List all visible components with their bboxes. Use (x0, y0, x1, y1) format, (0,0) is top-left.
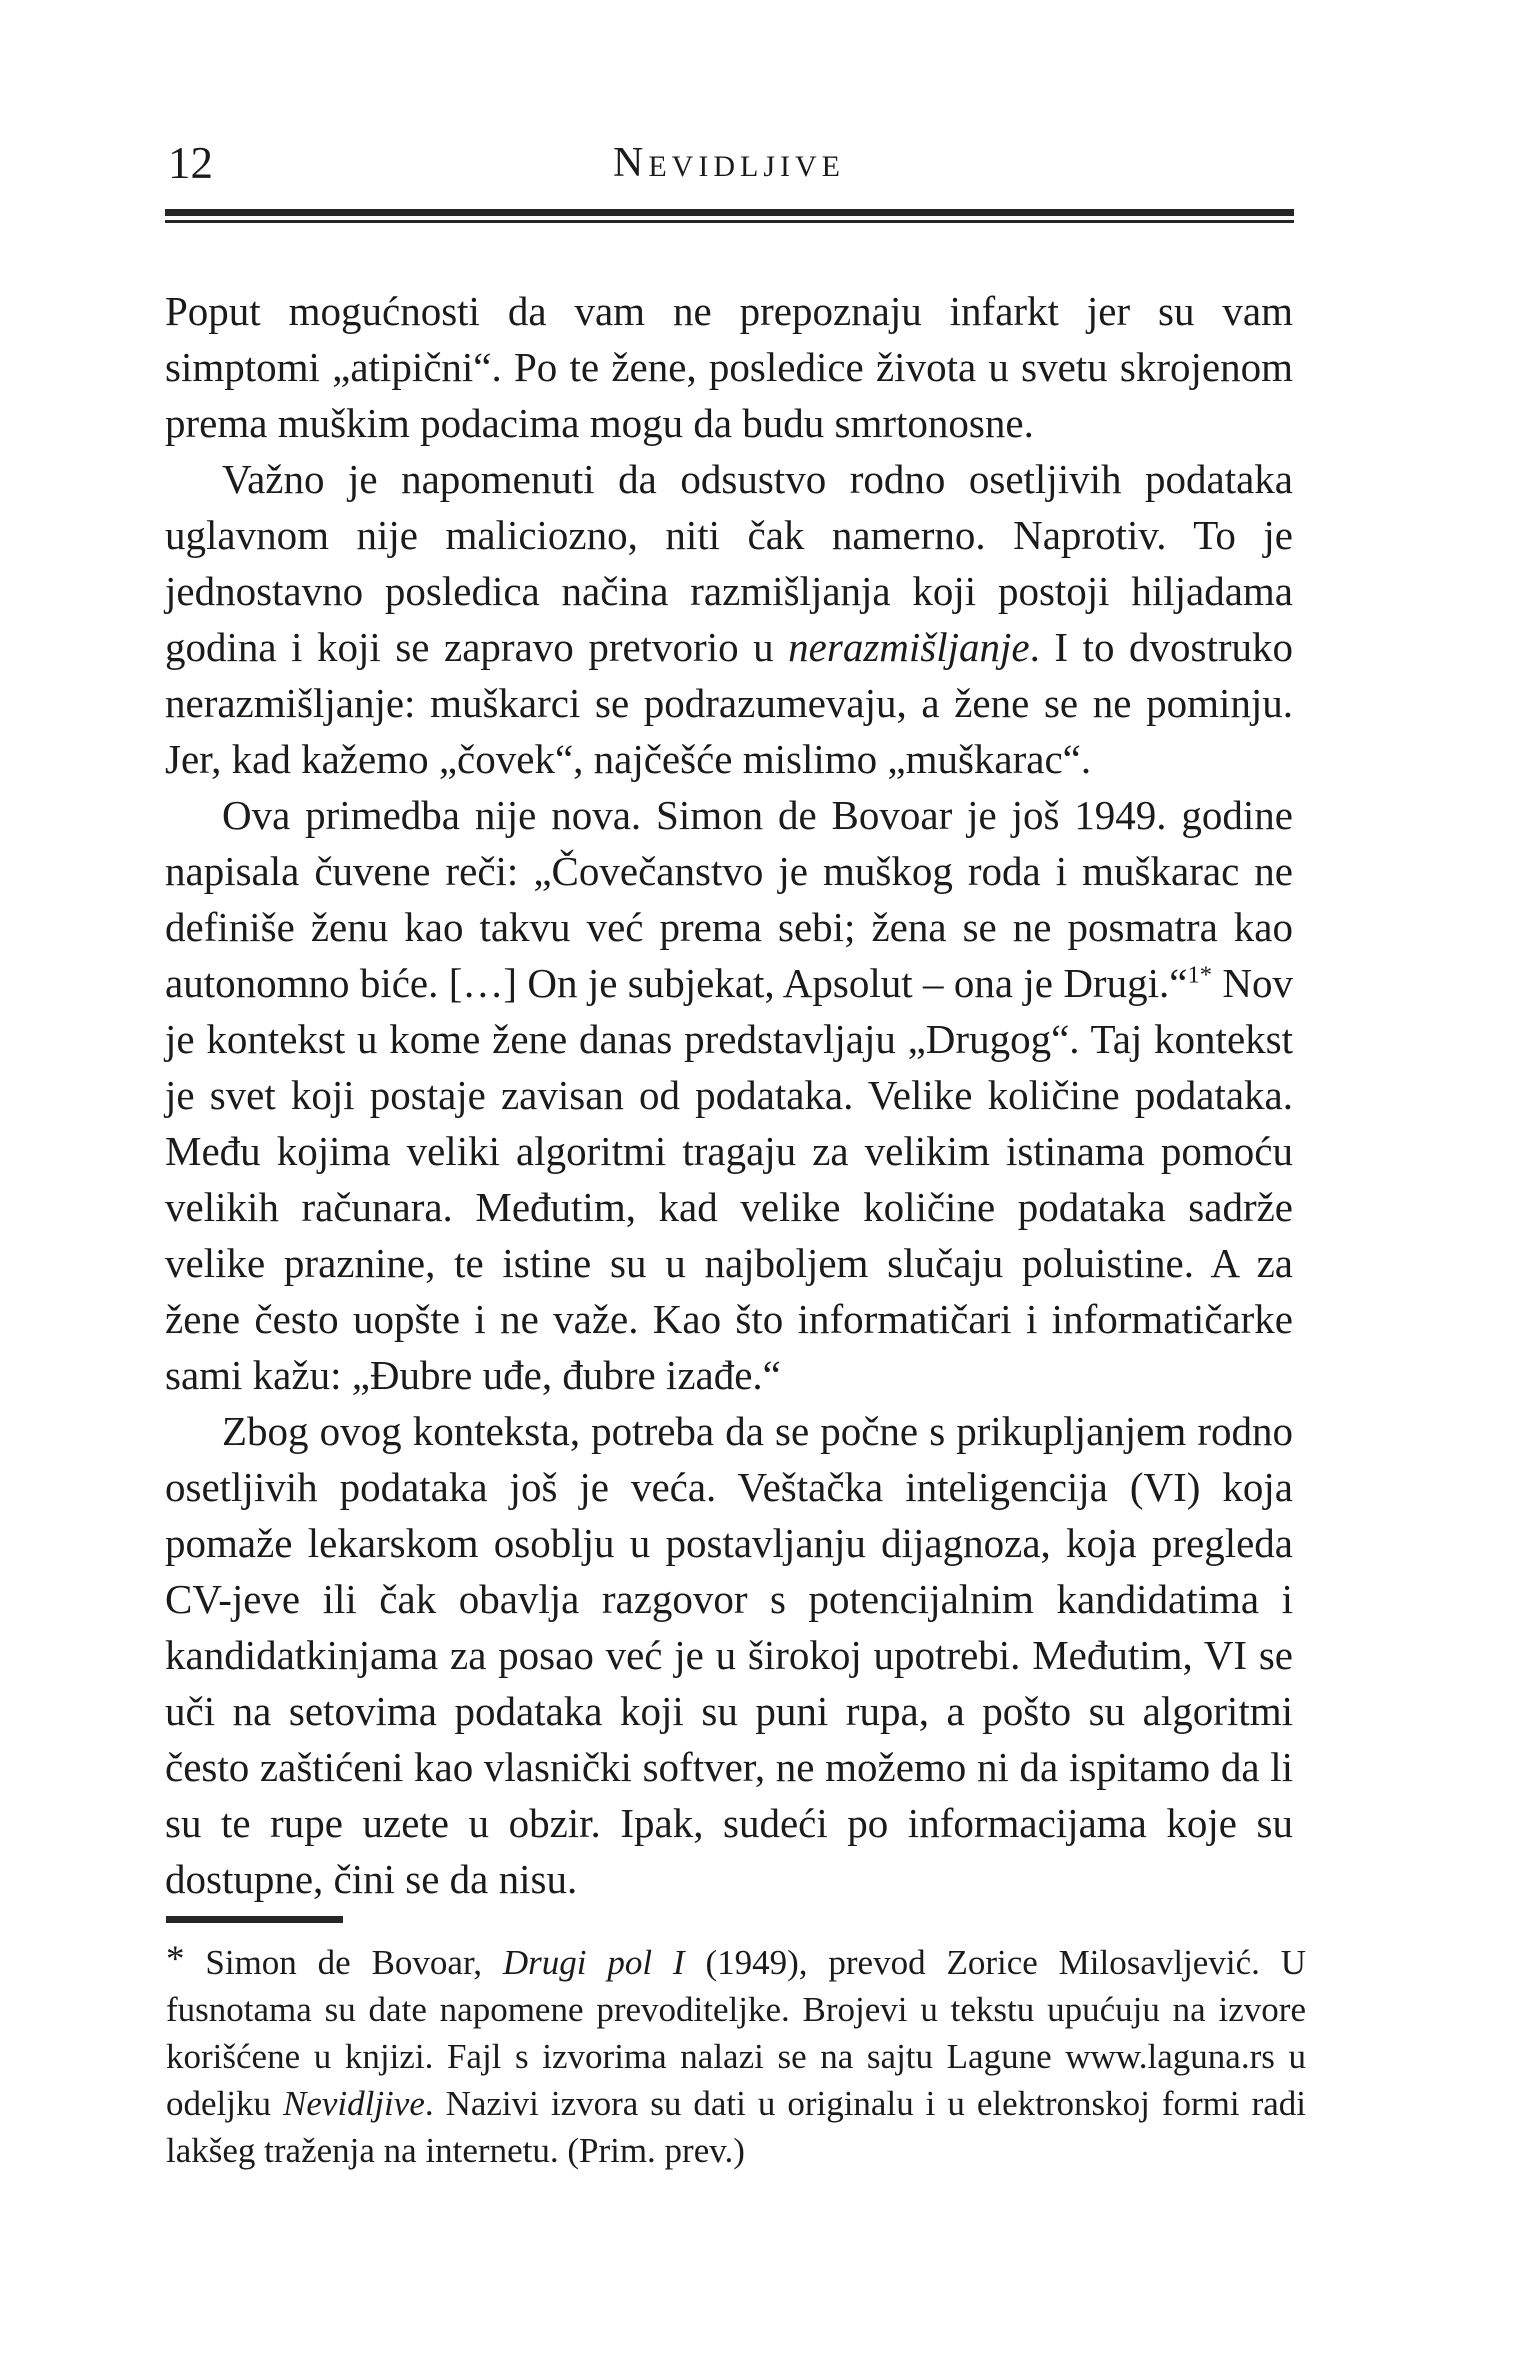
paragraph (165, 787, 1293, 1403)
running-title: NEVIDLJIVE (613, 140, 845, 186)
italic-run: nerazmišljanje (788, 624, 1030, 670)
text-run: Ova primedba nije nova. Simon de Bovoar je još 1949. godine napisala čuvene reči: „Čovečanstvo je muškog roda i muškarac ne definiše ženu kao takvu već prema sebi; žena se ne posmatra kao autonomno biće. […] On je subjekat, Apsolut – ona je Drugi.“ (165, 792, 1293, 1006)
italic-run: Nevidljive (282, 2084, 425, 2123)
footnote-reference: 1* (1187, 961, 1213, 989)
running-head (165, 140, 1293, 190)
header-rule-thick (165, 209, 1294, 216)
paragraph (165, 451, 1293, 787)
italic-run: Drugi pol I (502, 1943, 685, 1982)
text-run: Poput mogućnosti da vam ne prepoznaju infarkt jer su vam simptomi „atipični“. Po te žene, posledice života u svetu skrojenom prema muškim podacima mogu da budu smrtonosne. (165, 288, 1293, 446)
page-number: 12 (168, 138, 213, 188)
text-run: . I to dvostruko nerazmišljanje: muškarci se podrazumevaju, a žene se ne pominju. Jer, kad kažemo „čovek“, najčešće mislimo „muškarac“. (165, 624, 1293, 782)
body-text (165, 283, 1293, 1907)
text-run: Važno je napomenuti da odsustvo rodno osetljivih podataka uglavnom nije maliciozno, niti čak namerno. Naprotiv. To je jednostavno posledica načina razmišljanja koji postoji hiljadama godina i koji se zapravo pretvorio u (165, 456, 1293, 670)
text-run: . Nazivi izvora su dati u originalu i u elektronskoj formi radi lakšeg traženja na internetu. (Prim. prev.) (166, 2084, 1307, 2170)
footnote-marker: * (166, 1939, 185, 1980)
text-run: (1949), prevod Zorice Milosavljević. U fusnotama su date napomene prevoditeljke. Brojevi u tekstu upućuju na izvore korišćene u knjizi. Fajl s izvorima nalazi se na sajtu Lagune www.laguna.rs u odeljku (166, 1943, 1307, 2123)
text-run: Nov je kontekst u kome žene danas predstavljaju „Drugog“. Taj kontekst je svet koji postaje zavisan od podataka. Velike količine podataka. Među kojima veliki algoritmi tragaju za velikim istinama pomoću velikih računara. Međutim, kad velike količine podataka sadrže velike praznine, te istine su u najboljem slučaju poluistine. A za žene često uopšte i ne važe. Kao što informatičari i informatičarke sami kažu: „Đubre uđe, đubre izađe.“ (165, 960, 1293, 1398)
text-run: Simon de Bovoar, (205, 1943, 503, 1982)
footnote (166, 1936, 1306, 2174)
paragraph (165, 1403, 1293, 1907)
footnote-separator-rule (166, 1916, 343, 1923)
text-run: Zbog ovog konteksta, potreba da se počne s prikupljanjem rodno osetljivih podataka još je veća. Veštačka inteligencija (VI) koja pomaže lekarskom osoblju u postavljanju dijagnoza, koja pregleda CV-jeve ili čak obavlja razgovor s potencijalnim kandidatima i kandidatkinjama za posao već je u širokoj upotrebi. Međutim, VI se uči na setovima podataka koji su puni rupa, a pošto su algoritmi često zaštićeni kao vlasnički softver, ne možemo ni da ispitamo da li su te rupe uzete u obzir. Ipak, sudeći po informacijama koje su dostupne, čini se da nisu. (165, 1408, 1293, 1902)
paragraph (165, 283, 1293, 451)
header-rule-thin (165, 220, 1294, 223)
